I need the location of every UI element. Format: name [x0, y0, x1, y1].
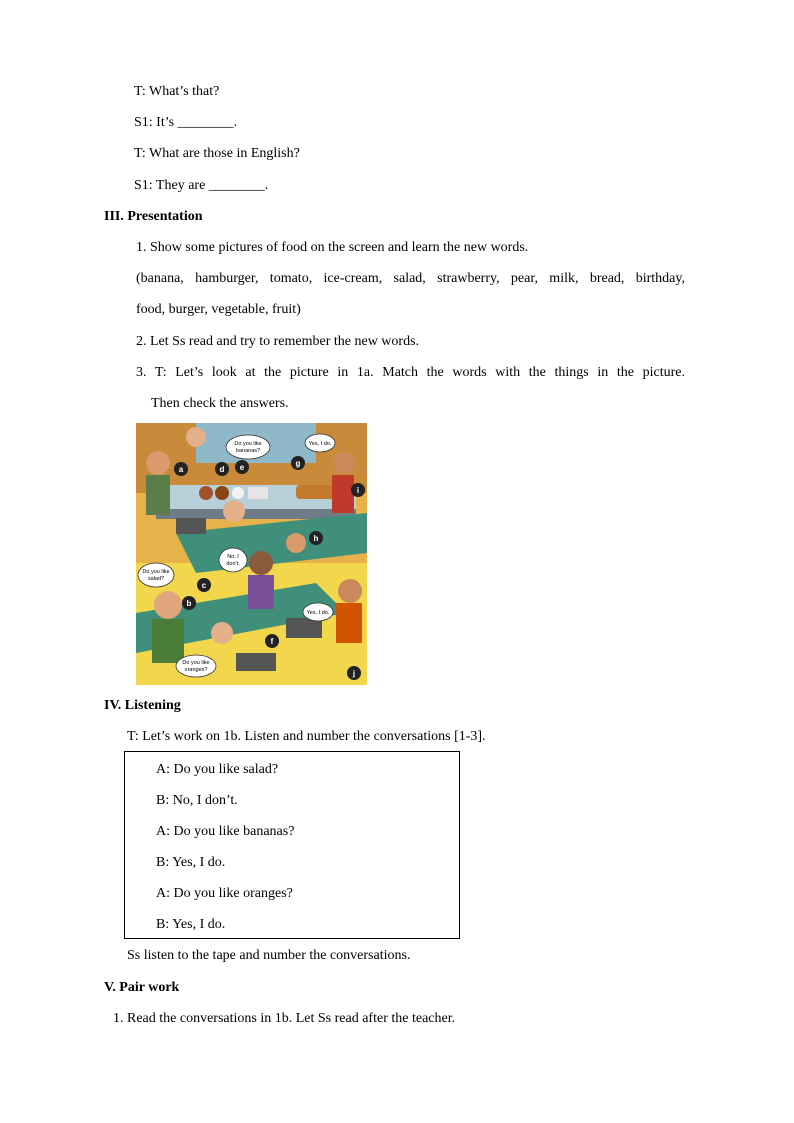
conversation-box: [124, 751, 460, 939]
svg-text:g: g: [295, 459, 301, 468]
dialog-line-1: A: Do you like salad?: [156, 762, 279, 777]
speech-bubble-5: [303, 603, 333, 621]
marker-a: [174, 462, 188, 476]
svg-text:a: a: [178, 465, 184, 474]
svg-text:Do you like: Do you like: [142, 569, 170, 575]
dialog-line-2: B: No, I don’t.: [156, 793, 238, 808]
svg-text:h: h: [313, 534, 319, 543]
presentation-item-1: 1. Show some pictures of food on the screen and learn the new words.: [136, 240, 529, 255]
cafeteria-picture: [136, 423, 367, 685]
warmup-line-1: T: What’s that?: [134, 84, 220, 99]
presentation-item-3-line-2: Then check the answers.: [151, 396, 289, 411]
svg-text:No, I: No, I: [227, 554, 239, 560]
svg-text:don't.: don't.: [226, 561, 240, 567]
speech-bubble-4: [138, 563, 174, 587]
svg-text:d: d: [219, 465, 225, 474]
listening-after: Ss listen to the tape and number the conversations.: [127, 948, 411, 963]
svg-text:c: c: [201, 581, 207, 590]
presentation-heading: III. Presentation: [104, 209, 203, 224]
dialog-line-4: B: Yes, I do.: [156, 855, 226, 870]
speech-bubble-1: [226, 435, 270, 459]
dialog-line-6: B: Yes, I do.: [156, 917, 226, 932]
warmup-line-4: S1: They are ________.: [134, 178, 269, 193]
marker-h: [309, 531, 323, 545]
warmup-line-2: S1: It’s ________.: [134, 115, 238, 130]
pairwork-heading: V. Pair work: [104, 980, 180, 995]
svg-text:Yes, I do.: Yes, I do.: [308, 441, 332, 447]
svg-text:salad?: salad?: [147, 576, 165, 582]
svg-text:j: j: [352, 669, 356, 678]
marker-e: [235, 460, 249, 474]
dialog-line-5: A: Do you like oranges?: [156, 886, 293, 901]
new-words-line-2: food, burger, vegetable, fruit): [136, 302, 301, 317]
svg-text:b: b: [186, 599, 192, 608]
speech-bubble-2: [305, 434, 335, 452]
svg-text:bananas?: bananas?: [235, 448, 261, 454]
speech-bubble-6: [176, 655, 216, 677]
presentation-item-3-line-1: 3. T: Let’s look at the picture in 1a. Match the words with the things in the picture.: [136, 365, 685, 380]
svg-text:Do you like: Do you like: [234, 441, 262, 447]
marker-b: [182, 596, 196, 610]
marker-g: [291, 456, 305, 470]
marker-f: [265, 634, 279, 648]
svg-text:i: i: [356, 486, 360, 495]
svg-text:f: f: [270, 637, 274, 646]
speech-bubble-3: [219, 548, 247, 572]
warmup-line-3: T: What are those in English?: [134, 146, 300, 161]
listening-heading: IV. Listening: [104, 698, 181, 713]
dialog-line-3: A: Do you like bananas?: [156, 824, 295, 839]
marker-c: [197, 578, 211, 592]
marker-i: [351, 483, 365, 497]
marker-j: [347, 666, 361, 680]
svg-text:e: e: [239, 463, 245, 472]
new-words-line-1: (banana, hamburger, tomato, ice-cream, salad, strawberry, pear, milk, bread, birthday,: [136, 271, 685, 286]
svg-text:oranges?: oranges?: [184, 667, 208, 673]
listening-intro: T: Let’s work on 1b. Listen and number the conversations [1-3].: [127, 729, 486, 744]
svg-text:Do you like: Do you like: [182, 660, 210, 666]
svg-text:Yes, I do.: Yes, I do.: [306, 610, 330, 616]
pairwork-item-1: 1. Read the conversations in 1b. Let Ss read after the teacher.: [113, 1011, 456, 1026]
presentation-item-2: 2. Let Ss read and try to remember the new words.: [136, 334, 420, 349]
marker-d: [215, 462, 229, 476]
